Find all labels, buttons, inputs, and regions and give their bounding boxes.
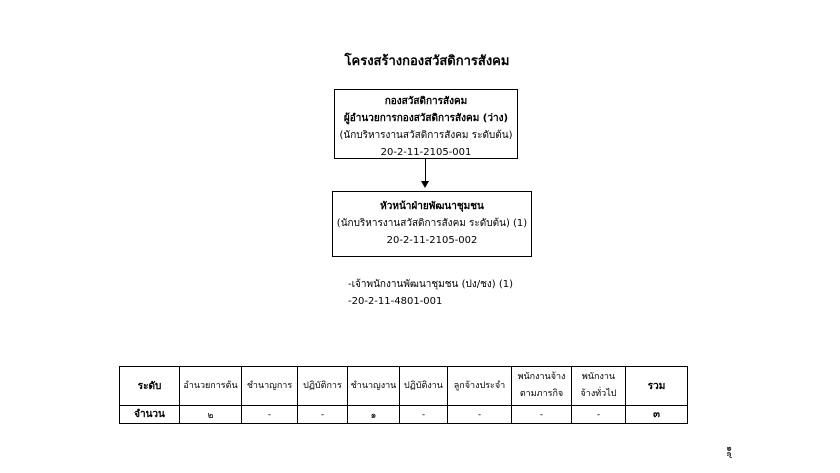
row-cell: - [448,406,512,424]
staff-summary-table [119,366,688,424]
row-cell: - [242,406,298,424]
director-code: 20-2-11-2105-001 [380,147,472,158]
page-title: โครงสร้างกองสวัสดิการสังคม [344,54,510,69]
header-cell: ชำนาญงาน [348,367,400,406]
header-cell: ระดับ [120,367,180,406]
row-cell: ๓ [626,406,688,424]
header-cell: พนักงาน จ้างทั่วไป [572,367,626,406]
staff-position: -เจ้าพนักงานพัฒนาชุมชน (ปง/ชง) (1) [348,279,513,290]
section-head-position: หัวหน้าฝ่ายพัฒนาชุมชน [380,201,484,212]
header-cell: ลูกจ้างประจำ [448,367,512,406]
header-cell: ปฏิบัติงาน [400,367,448,406]
row-cell: ๒ [180,406,242,424]
section-head-code: 20-2-11-2105-002 [386,235,478,246]
director-box [334,89,518,159]
section-head-box [332,191,532,257]
row-cell: - [298,406,348,424]
table-row [120,406,688,424]
header-cell: รวม [626,367,688,406]
row-cell: - [572,406,626,424]
header-cell: ชำนาญการ [242,367,298,406]
row-cell: ๑ [348,406,400,424]
header-cell: อำนวยการต้น [180,367,242,406]
row-cell: จำนวน [120,406,180,424]
director-level: (นักบริหารงานสวัสดิการสังคม ระดับต้น) [339,130,513,141]
header-cell: พนักงานจ้าง ตามภารกิจ [512,367,572,406]
page-number: ๑๙ [724,446,734,459]
arrow-down-icon [421,181,429,188]
row-cell: - [400,406,448,424]
division-name: กองสวัสดิการสังคม [384,96,468,107]
section-head-level: (นักบริหารงานสวัสดิการสังคม ระดับต้น) (1) [336,218,528,229]
staff-code: -20-2-11-4801-001 [348,296,443,307]
director-position: ผู้อำนวยการกองสวัสดิการสังคม (ว่าง) [343,113,509,124]
header-cell: ปฏิบัติการ [298,367,348,406]
table-header-row [120,367,688,406]
row-cell: - [512,406,572,424]
